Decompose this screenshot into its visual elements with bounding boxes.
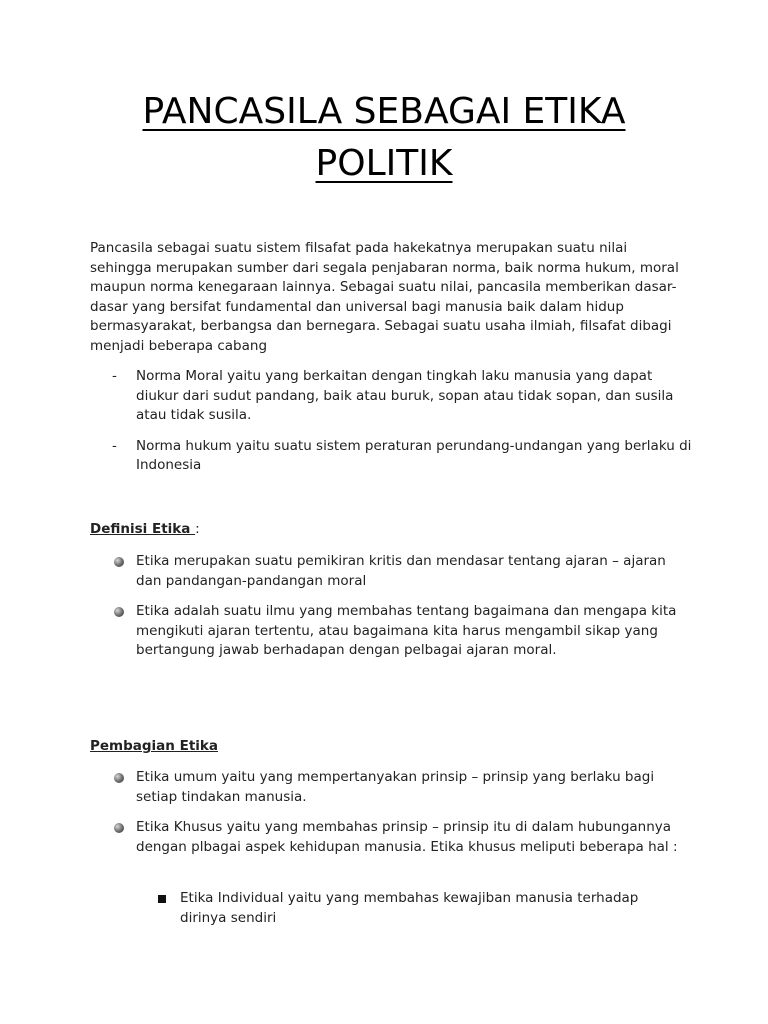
round-bullet-icon [114, 607, 124, 617]
round-bullet-icon [114, 773, 124, 783]
page-title [0, 86, 768, 190]
pembagian-sublist [158, 889, 688, 928]
list-item [114, 552, 694, 591]
dash-marker: - [112, 437, 117, 454]
dash-marker: - [112, 368, 117, 384]
list-item [112, 437, 692, 476]
list-item [112, 367, 692, 426]
title-line-1: PANCASILA SEBAGAI ETIKA [142, 91, 626, 132]
definisi-heading-text: Definisi Etika [90, 521, 196, 537]
list-item-text: Etika Individual yaitu yang membahas kewajiban manusia terhadap dirinya sendiri [180, 890, 639, 926]
list-item-text: Norma hukum yaitu suatu sistem peraturan perundang-undangan yang berlaku di Indonesia [136, 437, 692, 473]
list-item-text: Etika merupakan suatu pemikiran kritis dan mendasar tentang ajaran – ajaran dan pandangan-pandangan moral [136, 553, 666, 589]
list-item-text: Norma Moral yaitu yang berkaitan dengan tingkah laku manusia yang dapat diukur dari sudut pandang, baik atau buruk, sopan atau tidak sopan, dan susila atau tidak susila. [136, 368, 674, 423]
definisi-heading [90, 520, 200, 539]
definisi-heading-colon: : [195, 521, 200, 537]
pembagian-heading [90, 737, 218, 756]
list-item [158, 889, 688, 928]
list-item [114, 818, 694, 857]
definisi-list [114, 552, 694, 672]
list-item-text: Etika adalah suatu ilmu yang membahas tentang bagaimana dan mengapa kita mengikuti ajaran tertentu, atau bagaimana kita harus mengambil sikap yang bertangung jawab berhadapan dengan pelbagai ajaran moral. [136, 603, 677, 658]
list-item-text: Etika umum yaitu yang mempertanyakan prinsip – prinsip yang berlaku bagi setiap tindakan manusia. [136, 769, 655, 805]
list-item [114, 602, 694, 661]
list-item [114, 768, 694, 807]
intro-paragraph: Pancasila sebagai suatu sistem filsafat pada hakekatnya merupakan suatu nilai sehingga merupakan sumber dari segala penjabaran norma, baik norma hukum, moral maupun norma kenegaraan lainnya. Sebagai suatu nilai, pancasila memberikan dasar-dasar yang bersifat fundamental dan universal bagi manusia baik dalam hidup bermasyarakat, berbangsa dan bernegara. Sebagai suatu usaha ilmiah, filsafat dibagi menjadi beberapa cabang [90, 240, 679, 354]
title-line-2: POLITIK [315, 143, 453, 184]
pembagian-list [114, 768, 694, 868]
round-bullet-icon [114, 557, 124, 567]
round-bullet-icon [114, 823, 124, 833]
pembagian-heading-text: Pembagian Etika [90, 738, 218, 754]
norms-list [112, 367, 692, 487]
list-item-text: Etika Khusus yaitu yang membahas prinsip – prinsip itu di dalam hubungannya dengan plbagai aspek kehidupan manusia. Etika khusus meliputi beberapa hal : [136, 819, 678, 855]
square-bullet-icon [158, 895, 166, 903]
